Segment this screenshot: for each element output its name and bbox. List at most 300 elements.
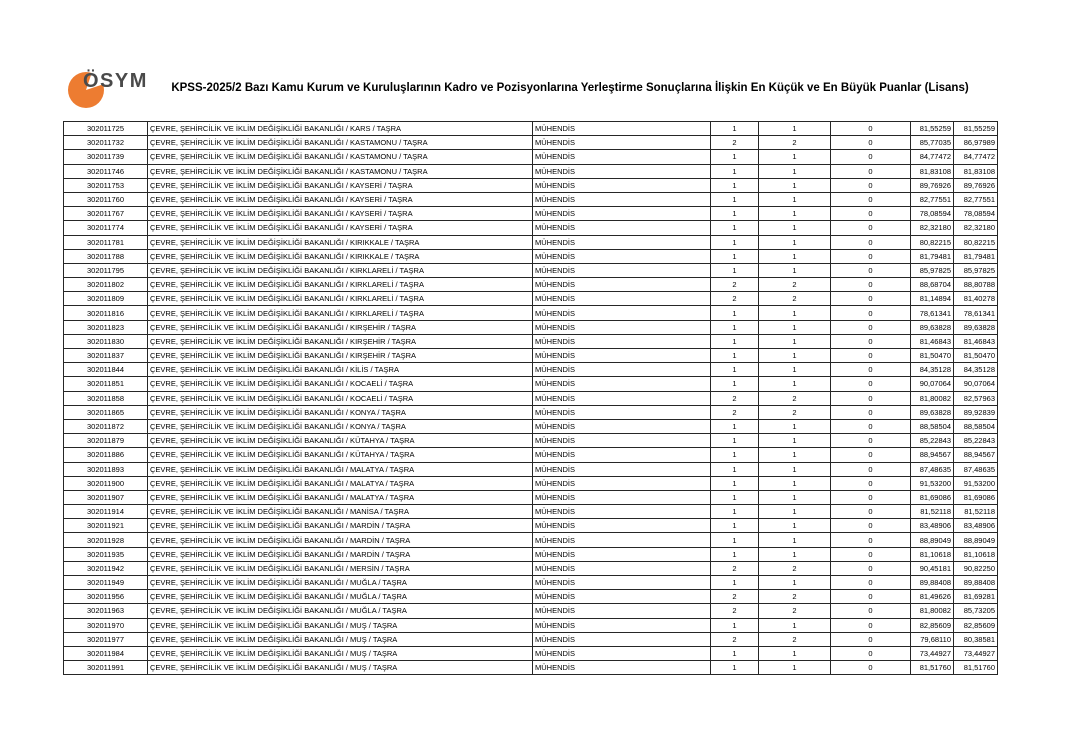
cell-quota: 2 [711,590,759,604]
cell-min-score: 81,50470 [911,349,954,363]
cell-position: MÜHENDİS [533,306,711,320]
cell-institution: ÇEVRE, ŞEHİRCİLİK VE İKLİM DEĞİŞİKLİĞİ BAKANLIĞI / MUĞLA / TAŞRA [148,590,533,604]
cell-code: 302011823 [64,320,148,334]
cell-position: MÜHENDİS [533,292,711,306]
cell-code: 302011893 [64,462,148,476]
cell-quota: 1 [711,192,759,206]
cell-quota: 1 [711,476,759,490]
cell-code: 302011921 [64,519,148,533]
cell-max-score: 85,97825 [954,263,998,277]
cell-min-score: 81,80082 [911,391,954,405]
cell-unplaced: 0 [831,178,911,192]
table-row [64,249,998,263]
cell-unplaced: 0 [831,391,911,405]
cell-max-score: 81,51760 [954,661,998,675]
table-row [64,618,998,632]
cell-code: 302011746 [64,164,148,178]
cell-max-score: 81,50470 [954,349,998,363]
cell-min-score: 88,89049 [911,533,954,547]
cell-unplaced: 0 [831,192,911,206]
cell-code: 302011872 [64,419,148,433]
cell-max-score: 81,46843 [954,334,998,348]
cell-quota: 1 [711,462,759,476]
cell-placed: 1 [759,207,831,221]
cell-quota: 2 [711,136,759,150]
cell-position: MÜHENDİS [533,661,711,675]
cell-institution: ÇEVRE, ŞEHİRCİLİK VE İKLİM DEĞİŞİKLİĞİ BAKANLIĞI / MUŞ / TAŞRA [148,661,533,675]
cell-code: 302011739 [64,150,148,164]
cell-position: MÜHENDİS [533,419,711,433]
cell-quota: 1 [711,221,759,235]
cell-unplaced: 0 [831,590,911,604]
cell-code: 302011802 [64,278,148,292]
cell-quota: 2 [711,632,759,646]
cell-position: MÜHENDİS [533,221,711,235]
cell-placed: 1 [759,618,831,632]
cell-quota: 1 [711,349,759,363]
cell-unplaced: 0 [831,306,911,320]
cell-institution: ÇEVRE, ŞEHİRCİLİK VE İKLİM DEĞİŞİKLİĞİ BAKANLIĞI / KONYA / TAŞRA [148,419,533,433]
cell-quota: 1 [711,249,759,263]
cell-min-score: 81,79481 [911,249,954,263]
cell-max-score: 88,80788 [954,278,998,292]
cell-institution: ÇEVRE, ŞEHİRCİLİK VE İKLİM DEĞİŞİKLİĞİ BAKANLIĞI / KOCAELİ / TAŞRA [148,377,533,391]
cell-quota: 1 [711,576,759,590]
cell-institution: ÇEVRE, ŞEHİRCİLİK VE İKLİM DEĞİŞİKLİĞİ BAKANLIĞI / MUŞ / TAŞRA [148,632,533,646]
cell-unplaced: 0 [831,519,911,533]
cell-min-score: 84,35128 [911,363,954,377]
cell-min-score: 88,94567 [911,448,954,462]
cell-quota: 1 [711,363,759,377]
cell-code: 302011809 [64,292,148,306]
cell-unplaced: 0 [831,604,911,618]
cell-quota: 1 [711,533,759,547]
cell-code: 302011795 [64,263,148,277]
cell-institution: ÇEVRE, ŞEHİRCİLİK VE İKLİM DEĞİŞİKLİĞİ BAKANLIĞI / KASTAMONU / TAŞRA [148,136,533,150]
cell-institution: ÇEVRE, ŞEHİRCİLİK VE İKLİM DEĞİŞİKLİĞİ BAKANLIĞI / MALATYA / TAŞRA [148,490,533,504]
cell-quota: 1 [711,377,759,391]
cell-code: 302011816 [64,306,148,320]
cell-max-score: 89,76926 [954,178,998,192]
cell-quota: 1 [711,235,759,249]
cell-placed: 1 [759,363,831,377]
cell-unplaced: 0 [831,164,911,178]
cell-unplaced: 0 [831,448,911,462]
cell-unplaced: 0 [831,249,911,263]
table-row [64,221,998,235]
cell-unplaced: 0 [831,334,911,348]
cell-placed: 2 [759,405,831,419]
table-row [64,349,998,363]
cell-position: MÜHENDİS [533,519,711,533]
cell-code: 302011851 [64,377,148,391]
cell-code: 302011907 [64,490,148,504]
cell-placed: 1 [759,263,831,277]
cell-placed: 1 [759,419,831,433]
cell-institution: ÇEVRE, ŞEHİRCİLİK VE İKLİM DEĞİŞİKLİĞİ BAKANLIĞI / KIRKLARELİ / TAŞRA [148,292,533,306]
cell-placed: 1 [759,462,831,476]
cell-institution: ÇEVRE, ŞEHİRCİLİK VE İKLİM DEĞİŞİKLİĞİ BAKANLIĞI / KASTAMONU / TAŞRA [148,150,533,164]
cell-code: 302011830 [64,334,148,348]
cell-placed: 1 [759,476,831,490]
cell-code: 302011760 [64,192,148,206]
cell-quota: 1 [711,164,759,178]
cell-min-score: 78,61341 [911,306,954,320]
cell-unplaced: 0 [831,561,911,575]
cell-unplaced: 0 [831,292,911,306]
cell-max-score: 82,57963 [954,391,998,405]
cell-placed: 1 [759,249,831,263]
cell-unplaced: 0 [831,533,911,547]
table-row [64,490,998,504]
cell-quota: 1 [711,434,759,448]
cell-institution: ÇEVRE, ŞEHİRCİLİK VE İKLİM DEĞİŞİKLİĞİ BAKANLIĞI / KİLİS / TAŞRA [148,363,533,377]
cell-min-score: 89,88408 [911,576,954,590]
cell-unplaced: 0 [831,122,911,136]
cell-min-score: 81,49626 [911,590,954,604]
cell-min-score: 88,58504 [911,419,954,433]
cell-placed: 1 [759,164,831,178]
cell-min-score: 90,45181 [911,561,954,575]
cell-code: 302011781 [64,235,148,249]
cell-quota: 1 [711,150,759,164]
cell-min-score: 85,77035 [911,136,954,150]
cell-code: 302011732 [64,136,148,150]
cell-min-score: 82,85609 [911,618,954,632]
table-row [64,519,998,533]
cell-position: MÜHENDİS [533,136,711,150]
cell-max-score: 81,69086 [954,490,998,504]
table-row [64,263,998,277]
table-row [64,235,998,249]
cell-quota: 1 [711,490,759,504]
cell-code: 302011935 [64,547,148,561]
cell-placed: 1 [759,547,831,561]
cell-min-score: 82,77551 [911,192,954,206]
cell-code: 302011844 [64,363,148,377]
cell-position: MÜHENDİS [533,632,711,646]
cell-max-score: 78,08594 [954,207,998,221]
cell-min-score: 89,63828 [911,320,954,334]
cell-min-score: 81,51760 [911,661,954,675]
cell-code: 302011886 [64,448,148,462]
table-row [64,292,998,306]
table-row [64,207,998,221]
cell-unplaced: 0 [831,207,911,221]
cell-max-score: 91,53200 [954,476,998,490]
cell-unplaced: 0 [831,661,911,675]
cell-code: 302011767 [64,207,148,221]
cell-placed: 2 [759,604,831,618]
cell-institution: ÇEVRE, ŞEHİRCİLİK VE İKLİM DEĞİŞİKLİĞİ BAKANLIĞI / KIRKLARELİ / TAŞRA [148,263,533,277]
cell-institution: ÇEVRE, ŞEHİRCİLİK VE İKLİM DEĞİŞİKLİĞİ BAKANLIĞI / KONYA / TAŞRA [148,405,533,419]
cell-min-score: 81,80082 [911,604,954,618]
cell-max-score: 86,97989 [954,136,998,150]
cell-institution: ÇEVRE, ŞEHİRCİLİK VE İKLİM DEĞİŞİKLİĞİ BAKANLIĞI / KAYSERİ / TAŞRA [148,221,533,235]
cell-max-score: 81,55259 [954,122,998,136]
cell-position: MÜHENDİS [533,278,711,292]
cell-max-score: 73,44927 [954,646,998,660]
cell-max-score: 80,82215 [954,235,998,249]
cell-min-score: 81,46843 [911,334,954,348]
cell-code: 302011956 [64,590,148,604]
cell-max-score: 84,77472 [954,150,998,164]
cell-institution: ÇEVRE, ŞEHİRCİLİK VE İKLİM DEĞİŞİKLİĞİ BAKANLIĞI / KAYSERİ / TAŞRA [148,192,533,206]
cell-unplaced: 0 [831,136,911,150]
cell-institution: ÇEVRE, ŞEHİRCİLİK VE İKLİM DEĞİŞİKLİĞİ BAKANLIĞI / KASTAMONU / TAŞRA [148,164,533,178]
cell-placed: 2 [759,632,831,646]
cell-code: 302011991 [64,661,148,675]
cell-position: MÜHENDİS [533,561,711,575]
cell-quota: 1 [711,646,759,660]
cell-min-score: 85,22843 [911,434,954,448]
cell-max-score: 82,32180 [954,221,998,235]
cell-max-score: 82,85609 [954,618,998,632]
cell-institution: ÇEVRE, ŞEHİRCİLİK VE İKLİM DEĞİŞİKLİĞİ BAKANLIĞI / MUŞ / TAŞRA [148,646,533,660]
cell-position: MÜHENDİS [533,590,711,604]
table-row [64,604,998,618]
cell-code: 302011977 [64,632,148,646]
cell-institution: ÇEVRE, ŞEHİRCİLİK VE İKLİM DEĞİŞİKLİĞİ BAKANLIĞI / MANİSA / TAŞRA [148,505,533,519]
cell-placed: 1 [759,192,831,206]
cell-quota: 1 [711,519,759,533]
cell-placed: 1 [759,178,831,192]
cell-max-score: 84,35128 [954,363,998,377]
cell-max-score: 78,61341 [954,306,998,320]
cell-unplaced: 0 [831,632,911,646]
cell-institution: ÇEVRE, ŞEHİRCİLİK VE İKLİM DEĞİŞİKLİĞİ BAKANLIĞI / MUĞLA / TAŞRA [148,604,533,618]
cell-position: MÜHENDİS [533,207,711,221]
cell-placed: 1 [759,221,831,235]
cell-institution: ÇEVRE, ŞEHİRCİLİK VE İKLİM DEĞİŞİKLİĞİ BAKANLIĞI / MARDİN / TAŞRA [148,533,533,547]
cell-placed: 1 [759,576,831,590]
cell-unplaced: 0 [831,646,911,660]
cell-min-score: 91,53200 [911,476,954,490]
cell-institution: ÇEVRE, ŞEHİRCİLİK VE İKLİM DEĞİŞİKLİĞİ BAKANLIĞI / KIRŞEHİR / TAŞRA [148,320,533,334]
table-row [64,434,998,448]
cell-code: 302011984 [64,646,148,660]
cell-placed: 1 [759,150,831,164]
cell-max-score: 89,88408 [954,576,998,590]
cell-unplaced: 0 [831,221,911,235]
cell-quota: 2 [711,604,759,618]
cell-institution: ÇEVRE, ŞEHİRCİLİK VE İKLİM DEĞİŞİKLİĞİ BAKANLIĞI / KIRKLARELİ / TAŞRA [148,306,533,320]
cell-max-score: 89,92839 [954,405,998,419]
cell-placed: 1 [759,448,831,462]
cell-min-score: 79,68110 [911,632,954,646]
cell-unplaced: 0 [831,263,911,277]
cell-position: MÜHENDİS [533,192,711,206]
cell-position: MÜHENDİS [533,448,711,462]
cell-institution: ÇEVRE, ŞEHİRCİLİK VE İKLİM DEĞİŞİKLİĞİ BAKANLIĞI / KIRŞEHİR / TAŞRA [148,349,533,363]
cell-placed: 1 [759,434,831,448]
cell-quota: 2 [711,391,759,405]
table-row [64,661,998,675]
cell-code: 302011774 [64,221,148,235]
cell-quota: 1 [711,448,759,462]
cell-unplaced: 0 [831,405,911,419]
cell-placed: 1 [759,334,831,348]
table-row [64,476,998,490]
cell-position: MÜHENDİS [533,320,711,334]
cell-institution: ÇEVRE, ŞEHİRCİLİK VE İKLİM DEĞİŞİKLİĞİ BAKANLIĞI / KIRŞEHİR / TAŞRA [148,334,533,348]
cell-quota: 1 [711,178,759,192]
cell-position: MÜHENDİS [533,476,711,490]
cell-code: 302011858 [64,391,148,405]
cell-min-score: 80,82215 [911,235,954,249]
cell-max-score: 88,89049 [954,533,998,547]
cell-max-score: 81,69281 [954,590,998,604]
cell-placed: 2 [759,590,831,604]
table-row [64,561,998,575]
cell-quota: 1 [711,661,759,675]
cell-institution: ÇEVRE, ŞEHİRCİLİK VE İKLİM DEĞİŞİKLİĞİ BAKANLIĞI / KÜTAHYA / TAŞRA [148,434,533,448]
cell-unplaced: 0 [831,618,911,632]
cell-min-score: 73,44927 [911,646,954,660]
cell-max-score: 81,83108 [954,164,998,178]
cell-placed: 1 [759,349,831,363]
table-row [64,632,998,646]
cell-unplaced: 0 [831,576,911,590]
cell-unplaced: 0 [831,476,911,490]
cell-quota: 2 [711,292,759,306]
cell-min-score: 81,14894 [911,292,954,306]
table-row [64,306,998,320]
cell-max-score: 90,07064 [954,377,998,391]
cell-institution: ÇEVRE, ŞEHİRCİLİK VE İKLİM DEĞİŞİKLİĞİ BAKANLIĞI / MALATYA / TAŞRA [148,462,533,476]
cell-institution: ÇEVRE, ŞEHİRCİLİK VE İKLİM DEĞİŞİKLİĞİ BAKANLIĞI / MARDİN / TAŞRA [148,519,533,533]
cell-min-score: 88,68704 [911,278,954,292]
cell-unplaced: 0 [831,150,911,164]
cell-institution: ÇEVRE, ŞEHİRCİLİK VE İKLİM DEĞİŞİKLİĞİ BAKANLIĞI / KIRIKKALE / TAŞRA [148,235,533,249]
cell-max-score: 81,10618 [954,547,998,561]
cell-max-score: 90,82250 [954,561,998,575]
table-row [64,320,998,334]
cell-institution: ÇEVRE, ŞEHİRCİLİK VE İKLİM DEĞİŞİKLİĞİ BAKANLIĞI / KÜTAHYA / TAŞRA [148,448,533,462]
cell-quota: 1 [711,419,759,433]
page-title: KPSS-2025/2 Bazı Kamu Kurum ve Kuruluşlarının Kadro ve Pozisyonlarına Yerleştirme Sonuçlarına İlişkin En Küçük ve En Büyük Puanlar (Lisans) [171,82,969,94]
cell-code: 302011865 [64,405,148,419]
cell-max-score: 81,79481 [954,249,998,263]
cell-min-score: 81,83108 [911,164,954,178]
cell-position: MÜHENDİS [533,434,711,448]
cell-placed: 1 [759,306,831,320]
cell-quota: 1 [711,122,759,136]
cell-position: MÜHENDİS [533,263,711,277]
table-row [64,505,998,519]
cell-position: MÜHENDİS [533,235,711,249]
cell-position: MÜHENDİS [533,249,711,263]
table-row [64,448,998,462]
cell-max-score: 81,40278 [954,292,998,306]
table-row [64,377,998,391]
cell-placed: 1 [759,661,831,675]
table-row [64,646,998,660]
table-row [64,419,998,433]
cell-placed: 2 [759,136,831,150]
cell-code: 302011753 [64,178,148,192]
table-row [64,533,998,547]
cell-quota: 2 [711,405,759,419]
cell-max-score: 88,94567 [954,448,998,462]
cell-code: 302011942 [64,561,148,575]
cell-quota: 1 [711,320,759,334]
cell-unplaced: 0 [831,278,911,292]
cell-position: MÜHENDİS [533,462,711,476]
cell-position: MÜHENDİS [533,377,711,391]
cell-min-score: 78,08594 [911,207,954,221]
osym-logo-text: ÖSYM [83,70,148,92]
cell-code: 302011963 [64,604,148,618]
cell-position: MÜHENDİS [533,604,711,618]
cell-code: 302011725 [64,122,148,136]
cell-max-score: 89,63828 [954,320,998,334]
cell-placed: 1 [759,490,831,504]
results-table [63,121,998,675]
cell-quota: 2 [711,561,759,575]
cell-institution: ÇEVRE, ŞEHİRCİLİK VE İKLİM DEĞİŞİKLİĞİ BAKANLIĞI / KARS / TAŞRA [148,122,533,136]
cell-institution: ÇEVRE, ŞEHİRCİLİK VE İKLİM DEĞİŞİKLİĞİ BAKANLIĞI / KIRIKKALE / TAŞRA [148,249,533,263]
cell-placed: 2 [759,278,831,292]
table-row [64,278,998,292]
cell-max-score: 85,22843 [954,434,998,448]
cell-max-score: 85,73205 [954,604,998,618]
cell-max-score: 87,48635 [954,462,998,476]
cell-placed: 1 [759,505,831,519]
table-row [64,363,998,377]
cell-quota: 1 [711,505,759,519]
cell-position: MÜHENDİS [533,505,711,519]
cell-unplaced: 0 [831,462,911,476]
cell-institution: ÇEVRE, ŞEHİRCİLİK VE İKLİM DEĞİŞİKLİĞİ BAKANLIĞI / MUŞ / TAŞRA [148,618,533,632]
cell-position: MÜHENDİS [533,391,711,405]
table-row [64,164,998,178]
cell-quota: 1 [711,618,759,632]
table-row [64,405,998,419]
cell-min-score: 89,76926 [911,178,954,192]
table-row [64,192,998,206]
cell-quota: 2 [711,278,759,292]
cell-placed: 1 [759,122,831,136]
cell-quota: 1 [711,207,759,221]
cell-code: 302011928 [64,533,148,547]
cell-min-score: 81,55259 [911,122,954,136]
cell-unplaced: 0 [831,490,911,504]
cell-placed: 2 [759,391,831,405]
cell-placed: 1 [759,235,831,249]
cell-institution: ÇEVRE, ŞEHİRCİLİK VE İKLİM DEĞİŞİKLİĞİ BAKANLIĞI / MALATYA / TAŞRA [148,476,533,490]
cell-placed: 2 [759,561,831,575]
cell-code: 302011970 [64,618,148,632]
cell-code: 302011879 [64,434,148,448]
table-row [64,576,998,590]
cell-code: 302011900 [64,476,148,490]
cell-position: MÜHENDİS [533,405,711,419]
cell-position: MÜHENDİS [533,164,711,178]
cell-unplaced: 0 [831,320,911,334]
cell-institution: ÇEVRE, ŞEHİRCİLİK VE İKLİM DEĞİŞİKLİĞİ BAKANLIĞI / KIRKLARELİ / TAŞRA [148,278,533,292]
cell-position: MÜHENDİS [533,533,711,547]
cell-placed: 1 [759,533,831,547]
cell-institution: ÇEVRE, ŞEHİRCİLİK VE İKLİM DEĞİŞİKLİĞİ BAKANLIĞI / KAYSERİ / TAŞRA [148,178,533,192]
table-row [64,462,998,476]
cell-unplaced: 0 [831,377,911,391]
table-row [64,150,998,164]
cell-min-score: 90,07064 [911,377,954,391]
cell-code: 302011837 [64,349,148,363]
cell-quota: 1 [711,334,759,348]
cell-min-score: 87,48635 [911,462,954,476]
